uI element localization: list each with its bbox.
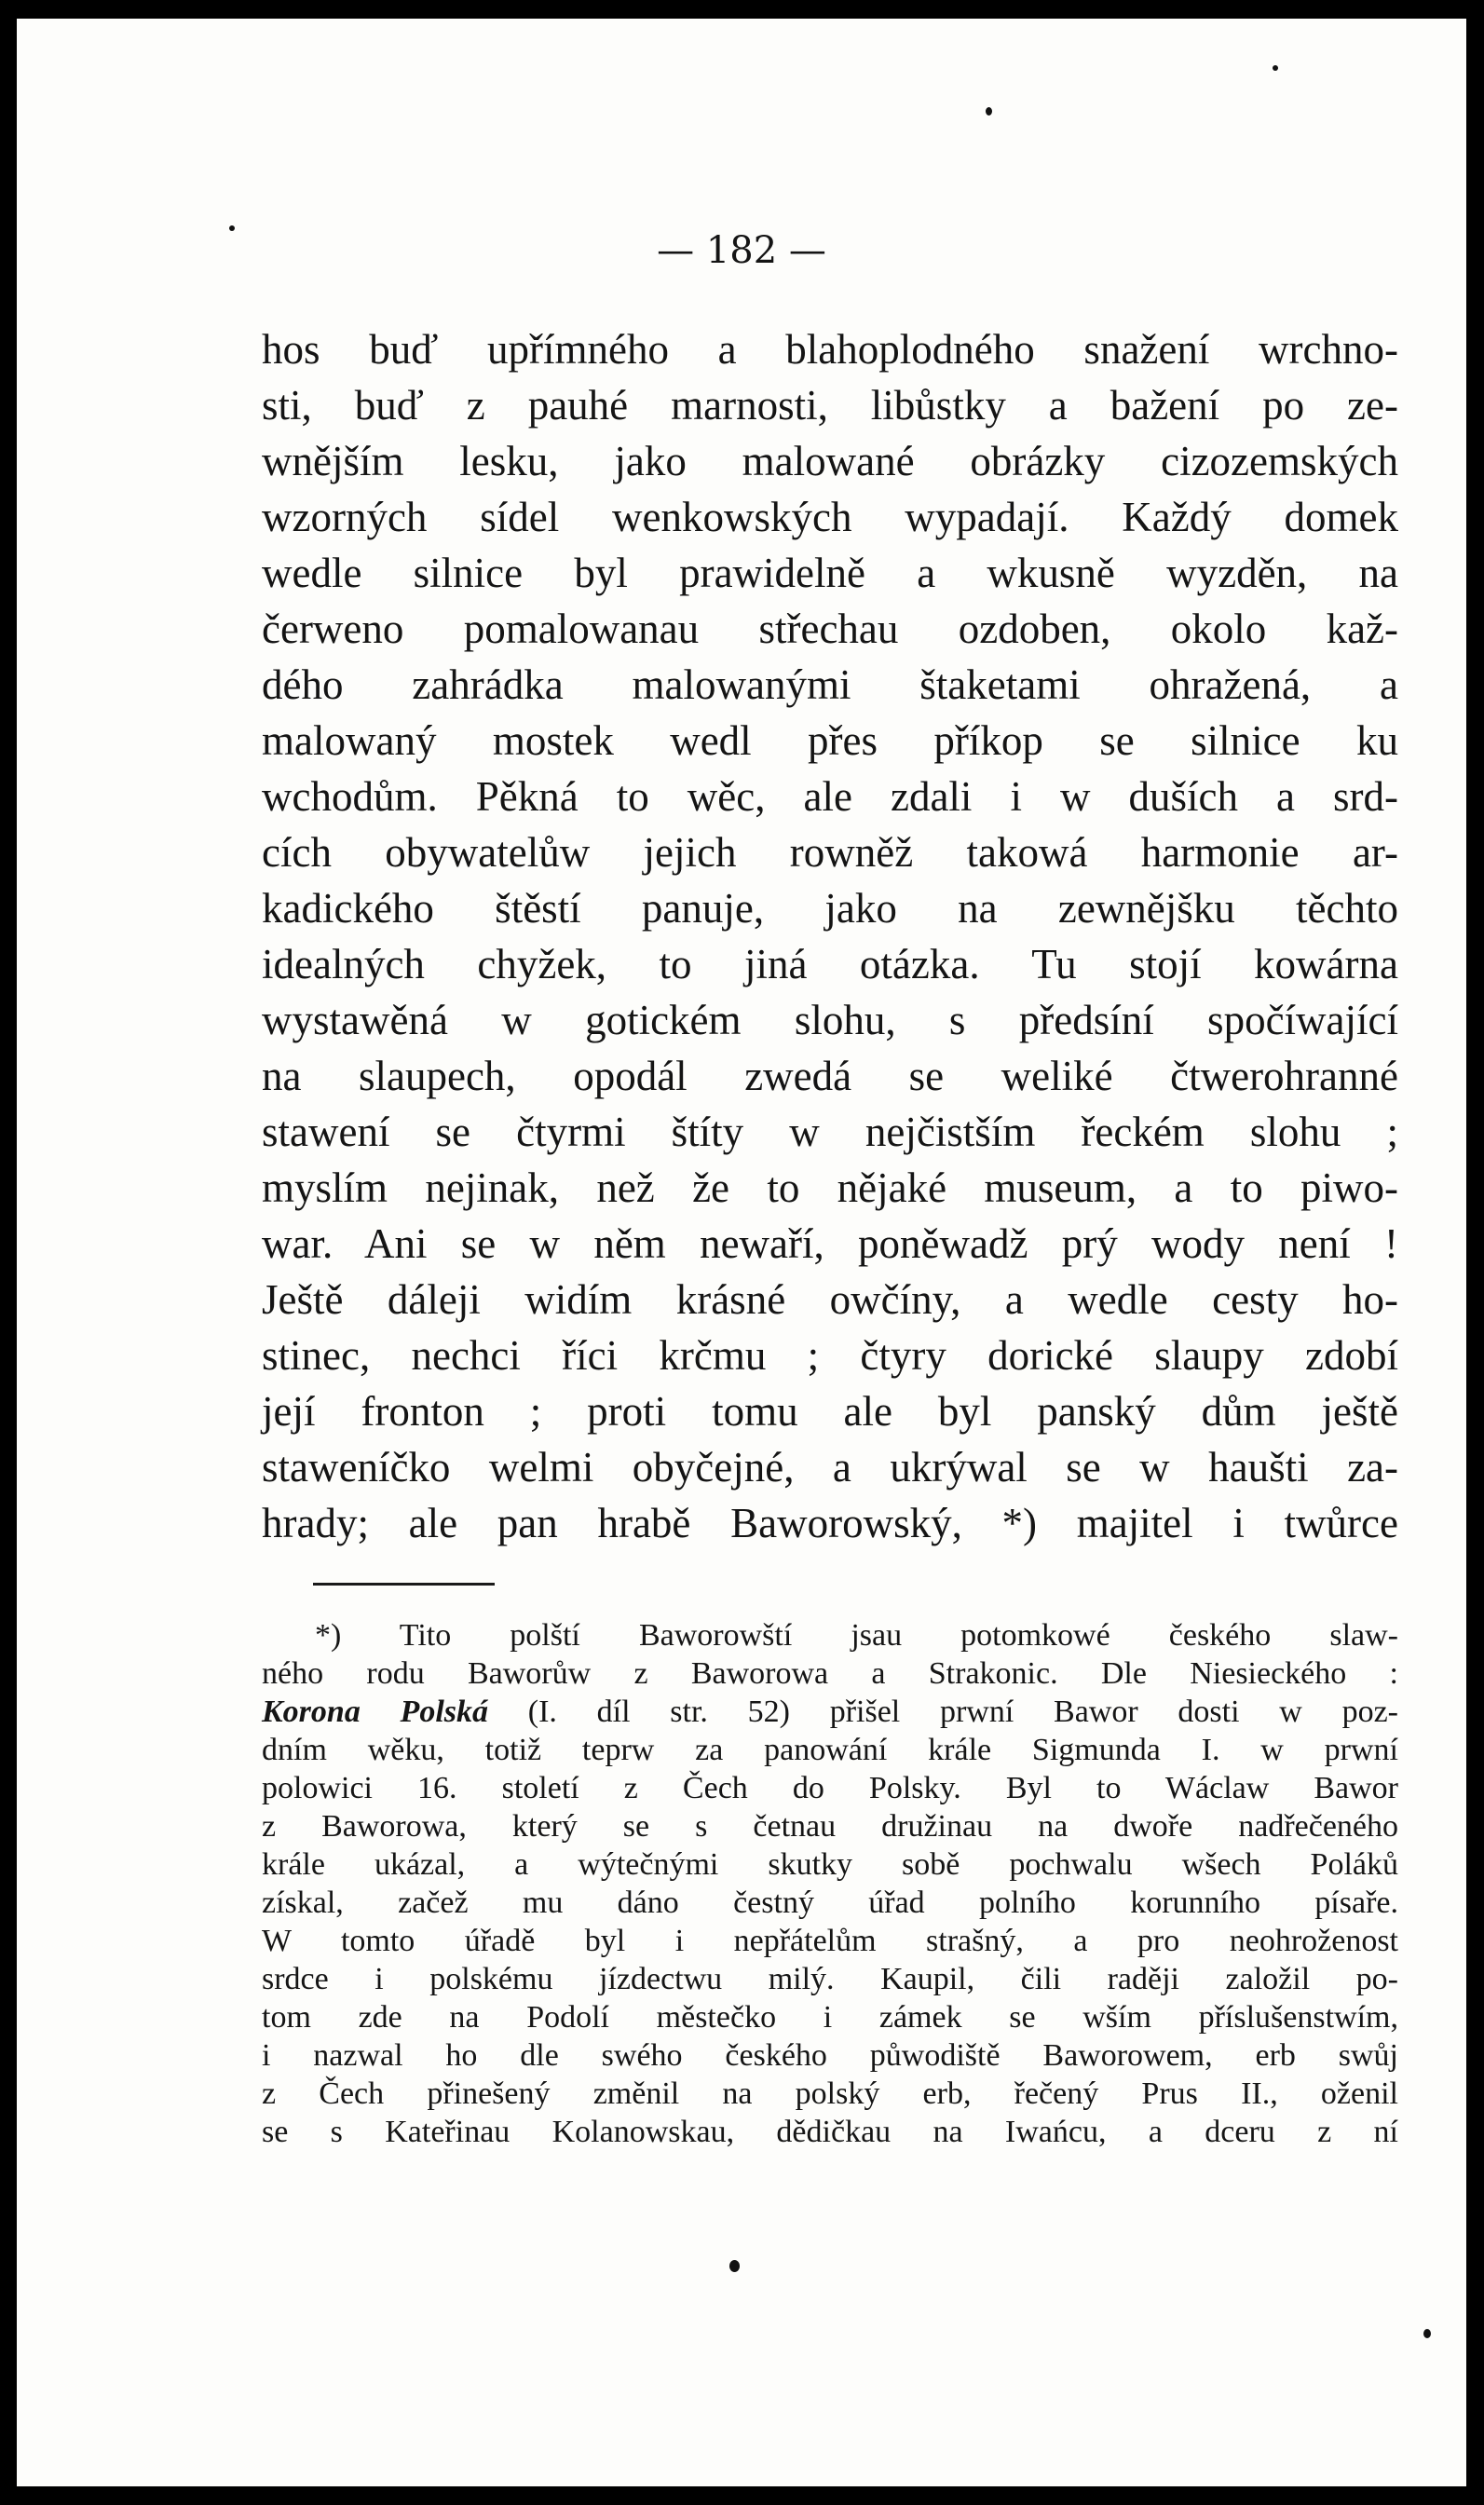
text-line: wzorných sídel wenkowských wypadají. Každý domek <box>262 494 1398 540</box>
footnote <box>262 1616 1398 2151</box>
footnote-line: ného rodu Baworůw z Baworowa a Strakonic. Dle Niesieckého : <box>262 1656 1398 1691</box>
footnote-line: se s Kateřinau Kolanowskau, dědičkau na Iwańcu, a dceru z ní <box>262 2115 1398 2149</box>
text-line: sti, buď z pauhé marnosti, libůstky a bažení po ze- <box>262 382 1398 429</box>
footnote-line: z Baworowa, který se s četnau družinau na dwoře nadřečeného <box>262 1809 1398 1844</box>
footnote-separator <box>313 1583 495 1586</box>
footnote-line: krále ukázal, a wýtečnými skutky sobě pochwalu wšech Poláků <box>262 1847 1398 1882</box>
ink-speck <box>1273 65 1278 71</box>
text-line: kadického štěstí panuje, jako na zewnějšku těchto <box>262 885 1398 932</box>
page-number: — 182 — <box>657 229 826 272</box>
text-line: její fronton ; proti tomu ale byl panský dům ještě <box>262 1388 1398 1435</box>
text-line: wchodům. Pěkná to wěc, ale zdali i w duších a srd- <box>262 773 1398 820</box>
footnote-line: W tomto úřadě byl i nepřátelům strašný, a pro neohroženost <box>262 1924 1398 1958</box>
text-line: cích obywatelůw jejich rowněž takowá harmonie ar- <box>262 829 1398 876</box>
text-line: na slaupech, opodál zwedá se weliké čtwerohranné <box>262 1053 1398 1099</box>
text-line: čerweno pomalowanau střechau ozdoben, okolo kaž- <box>262 606 1398 652</box>
footnote-line: polowici 16. století z Čech do Polsky. Byl to Wáclaw Bawor <box>262 1771 1398 1805</box>
footnote-line: dním wěku, totiž teprw za panowání krále Sigmunda I. w prwní <box>262 1733 1398 1767</box>
text-line: stinec, nechci říci krčmu ; čtyry dorické slaupy zdobí <box>262 1332 1398 1379</box>
footnote-line: *) Tito polští Baworowští jsau potomkowé českého slaw- <box>315 1618 1398 1653</box>
footnote-line: srdce i polskému jízdectwu milý. Kaupil, čili raději založil po- <box>262 1962 1398 1996</box>
text-line: dého zahrádka malowanými štaketami ohražená, a <box>262 661 1398 708</box>
text-line: hos buď upřímného a blahoplodného snažení wrchno- <box>262 326 1398 373</box>
ink-speck <box>729 2260 740 2272</box>
text-line: staweníčko welmi obyčejné, a ukrýwal se w haušti za- <box>262 1444 1398 1491</box>
footnote-line: získal, začež mu dáno čestný úřad polního korunního písaře. <box>262 1886 1398 1920</box>
text-line: wystawěná w gotickém slohu, s předsíní spočíwající <box>262 997 1398 1043</box>
footnote-line: tom zde na Podolí městečko i zámek se wším příslušenstwím, <box>262 2000 1398 2035</box>
text-line: hrady; ale pan hrabě Baworowský, *) majitel i twůrce <box>262 1500 1398 1546</box>
text-line: war. Ani se w něm newaří, poněwadž prý wody není ! <box>262 1220 1398 1267</box>
text-line: wnějším lesku, jako malowané obrázky cizozemských <box>262 438 1398 484</box>
text-line: wedle silnice byl prawidelně a wkusně wyzděn, na <box>262 550 1398 596</box>
ink-speck <box>229 225 235 231</box>
text-line: idealných chyžek, to jiná otázka. Tu stojí kowárna <box>262 941 1398 987</box>
main-text <box>262 321 1398 1551</box>
book-page <box>17 19 1466 2486</box>
footnote-line: Korona Polská (I. díl str. 52) přišel prwní Bawor dosti w poz- <box>262 1695 1399 1729</box>
footnote-line: z Čech přinešený změnil na polský erb, řečený Prus II., oženil <box>262 2076 1398 2111</box>
text-line: malowaný mostek wedl přes příkop se silnice ku <box>262 717 1398 764</box>
text-line: Ještě dáleji widím krásné owčíny, a wedle cesty ho- <box>262 1276 1398 1323</box>
footnote-line: i nazwal ho dle swého českého půwodiště Baworowem, erb swůj <box>262 2038 1398 2073</box>
text-line: myslím nejinak, než že to nějaké museum, a to piwo- <box>262 1164 1398 1211</box>
text-line: stawení se čtyrmi štíty w nejčistším řeckém slohu ; <box>262 1109 1398 1155</box>
ink-speck <box>1423 2329 1431 2338</box>
ink-speck <box>986 107 992 116</box>
